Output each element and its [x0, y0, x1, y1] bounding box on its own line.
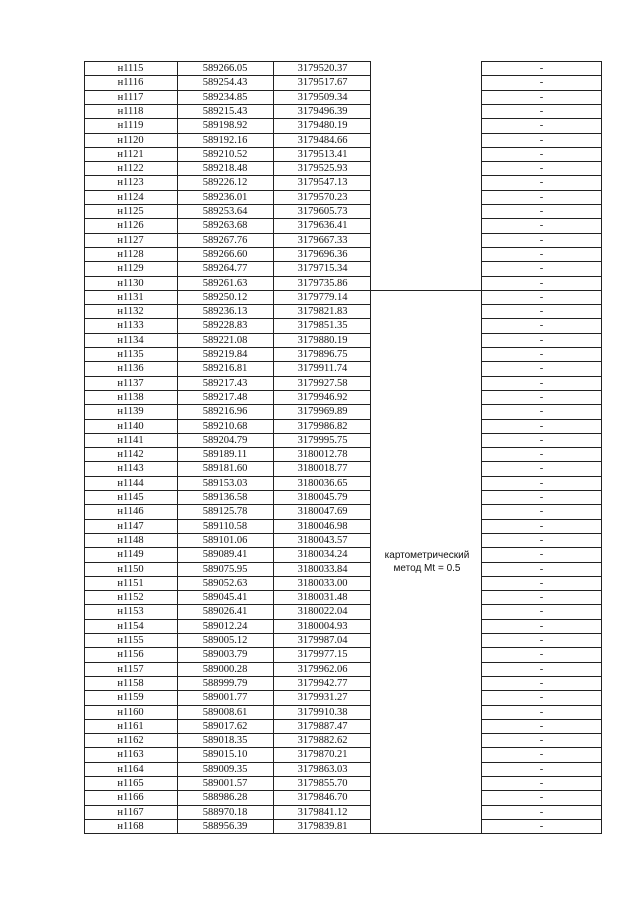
coord-x: 589136.58 [202, 492, 248, 503]
mark-cell: - [539, 721, 544, 732]
coord-y: 3179520.37 [297, 63, 348, 74]
table-row [84, 205, 601, 219]
table-row [84, 391, 601, 405]
coord-y: 3179995.75 [297, 435, 348, 446]
table-row [84, 319, 601, 333]
table-row [84, 91, 601, 105]
mark-cell: - [539, 592, 544, 603]
coord-y: 3179910.38 [297, 707, 348, 718]
coord-x: 589026.41 [202, 606, 248, 617]
method-line-2: метод Mt = 0.5 [393, 563, 461, 574]
point-id: н1137 [117, 378, 144, 389]
coord-y: 3180031.48 [297, 592, 348, 603]
coord-y: 3179605.73 [297, 206, 348, 217]
point-id: н1147 [117, 521, 144, 532]
point-id: н1136 [117, 363, 144, 374]
point-id: н1129 [117, 263, 144, 274]
point-id: н1165 [117, 778, 144, 789]
coord-x: 588956.39 [202, 821, 248, 832]
point-id: н1134 [117, 335, 144, 346]
coord-y: 3180018.77 [297, 463, 348, 474]
mark-cell: - [539, 606, 544, 617]
coord-x: 589000.28 [202, 664, 248, 675]
mark-cell: - [539, 635, 544, 646]
table-row [84, 191, 601, 205]
point-id: н1160 [117, 707, 144, 718]
point-id: н1132 [117, 306, 144, 317]
coord-x: 589250.12 [202, 292, 248, 303]
table-row [84, 591, 601, 605]
coord-x: 589017.62 [202, 721, 248, 732]
coord-y: 3179696.36 [297, 249, 348, 260]
coord-x: 589236.01 [202, 192, 248, 203]
table-row [84, 791, 601, 805]
coord-x: 589089.41 [202, 549, 248, 560]
table-row [84, 620, 601, 634]
table-row [84, 663, 601, 677]
coord-x: 588986.28 [202, 792, 248, 803]
coord-y: 3179513.41 [297, 149, 348, 160]
point-id: н1153 [117, 606, 144, 617]
point-id: н1156 [117, 649, 144, 660]
point-id: н1126 [117, 220, 144, 231]
coord-y: 3179496.39 [297, 106, 348, 117]
coord-y: 3179969.89 [297, 406, 348, 417]
table-row [84, 348, 601, 362]
mark-cell: - [539, 449, 544, 460]
coord-x: 589181.60 [202, 463, 248, 474]
coord-x: 589012.24 [202, 621, 248, 632]
coord-x: 589192.16 [202, 135, 248, 146]
point-id: н1125 [117, 206, 144, 217]
coord-y: 3179667.33 [297, 235, 348, 246]
coord-x: 589210.68 [202, 421, 248, 432]
mark-cell: - [539, 578, 544, 589]
mark-cell: - [539, 735, 544, 746]
coord-y: 3179931.27 [297, 692, 348, 703]
table-row [84, 763, 601, 777]
mark-cell: - [539, 120, 544, 131]
coord-y: 3179882.62 [297, 735, 348, 746]
mark-cell: - [539, 649, 544, 660]
point-id: н1146 [117, 506, 144, 517]
coord-y: 3179509.34 [297, 92, 348, 103]
coord-x: 589234.85 [202, 92, 248, 103]
mark-cell: - [539, 535, 544, 546]
mark-cell: - [539, 77, 544, 88]
coord-x: 589110.58 [202, 521, 248, 532]
table-row [84, 234, 601, 248]
point-id: н1130 [117, 278, 144, 289]
point-id: н1145 [117, 492, 144, 503]
table-row [84, 806, 601, 820]
coord-y: 3179484.66 [297, 135, 348, 146]
mark-cell: - [539, 135, 544, 146]
coord-x: 589008.61 [202, 707, 248, 718]
table-row [84, 76, 601, 90]
coord-x: 589015.10 [202, 749, 248, 760]
point-id: н1117 [117, 92, 144, 103]
point-id: н1142 [117, 449, 144, 460]
coord-y: 3180045.79 [297, 492, 348, 503]
table-row [84, 577, 601, 591]
point-id: н1115 [117, 63, 144, 74]
mark-cell: - [539, 807, 544, 818]
mark-cell: - [539, 335, 544, 346]
point-id: н1135 [117, 349, 144, 360]
mark-cell: - [539, 163, 544, 174]
point-id: н1124 [117, 192, 144, 203]
coord-y: 3179942.77 [297, 678, 348, 689]
coord-x: 589101.06 [202, 535, 248, 546]
coord-x: 589075.95 [202, 564, 248, 575]
point-id: н1116 [117, 77, 144, 88]
table-row [84, 634, 601, 648]
coord-x: 589125.78 [202, 506, 248, 517]
coord-x: 589217.43 [202, 378, 248, 389]
coord-x: 589005.12 [202, 635, 248, 646]
coord-y: 3179715.34 [297, 263, 348, 274]
point-id: н1127 [117, 235, 144, 246]
mark-cell: - [539, 249, 544, 260]
table-row [84, 176, 601, 190]
coord-y: 3180036.65 [297, 478, 348, 489]
coord-y: 3179846.70 [297, 792, 348, 803]
coord-x: 589045.41 [202, 592, 248, 603]
mark-cell: - [539, 306, 544, 317]
mark-cell: - [539, 463, 544, 474]
coord-y: 3179946.92 [297, 392, 348, 403]
mark-cell: - [539, 778, 544, 789]
mark-cell: - [539, 506, 544, 517]
mark-cell: - [539, 792, 544, 803]
table-row [84, 563, 601, 577]
table-row [84, 820, 601, 834]
table-row [84, 277, 601, 291]
coord-x: 589226.12 [202, 177, 248, 188]
point-id: н1140 [117, 421, 144, 432]
coord-x: 589236.13 [202, 306, 248, 317]
point-id: н1159 [117, 692, 144, 703]
table-row [84, 677, 601, 691]
point-id: н1138 [117, 392, 144, 403]
coord-x: 589009.35 [202, 764, 248, 775]
table-row [84, 691, 601, 705]
point-id: н1164 [117, 764, 144, 775]
mark-cell: - [539, 707, 544, 718]
coord-x: 589001.77 [202, 692, 248, 703]
mark-cell: - [539, 692, 544, 703]
mark-cell: - [539, 220, 544, 231]
table-row [84, 291, 601, 305]
point-id: н1144 [117, 478, 144, 489]
table-row [84, 462, 601, 476]
table-row [84, 477, 601, 491]
table-row [84, 448, 601, 462]
table-row [84, 706, 601, 720]
mark-cell: - [539, 263, 544, 274]
coord-y: 3179987.04 [297, 635, 348, 646]
coord-y: 3179517.67 [297, 77, 348, 88]
method-line-1: картометрический [384, 550, 470, 561]
coord-y: 3179880.19 [297, 335, 348, 346]
coord-y: 3180012.78 [297, 449, 348, 460]
coord-y: 3180047.69 [297, 506, 348, 517]
mark-cell: - [539, 521, 544, 532]
point-id: н1123 [117, 177, 144, 188]
coord-y: 3179927.58 [297, 378, 348, 389]
coord-y: 3180033.00 [297, 578, 348, 589]
mark-cell: - [539, 92, 544, 103]
coord-x: 589253.64 [202, 206, 248, 217]
coord-y: 3179480.19 [297, 120, 348, 131]
point-id: н1154 [117, 621, 144, 632]
coord-y: 3180043.57 [297, 535, 348, 546]
point-id: н1148 [117, 535, 144, 546]
point-id: н1151 [117, 578, 144, 589]
point-id: н1141 [117, 435, 144, 446]
coord-y: 3179855.70 [297, 778, 348, 789]
mark-cell: - [539, 621, 544, 632]
point-id: н1163 [117, 749, 144, 760]
mark-cell: - [539, 564, 544, 575]
coord-y: 3179962.06 [297, 664, 348, 675]
table-row [84, 548, 601, 562]
coord-y: 3179863.03 [297, 764, 348, 775]
mark-cell: - [539, 206, 544, 217]
coord-x: 588999.79 [202, 678, 248, 689]
coord-x: 589215.43 [202, 106, 248, 117]
coord-x: 589261.63 [202, 278, 248, 289]
table-row [84, 405, 601, 419]
coord-y: 3180046.98 [297, 521, 348, 532]
mark-cell: - [539, 235, 544, 246]
coord-x: 589052.63 [202, 578, 248, 589]
coord-y: 3180033.84 [297, 564, 348, 575]
point-id: н1120 [117, 135, 144, 146]
mark-cell: - [539, 678, 544, 689]
table-row [84, 305, 601, 319]
coord-x: 589264.77 [202, 263, 248, 274]
point-id: н1118 [117, 106, 144, 117]
table-row [84, 534, 601, 548]
point-id: н1133 [117, 320, 144, 331]
table-row [84, 262, 601, 276]
coord-x: 589228.83 [202, 320, 248, 331]
coord-x: 589219.84 [202, 349, 248, 360]
coord-y: 3179841.12 [297, 807, 348, 818]
mark-cell: - [539, 63, 544, 74]
point-id: н1158 [117, 678, 144, 689]
table-row [84, 520, 601, 534]
coord-x: 589217.48 [202, 392, 248, 403]
coord-y: 3179911.74 [297, 363, 348, 374]
point-id: н1150 [117, 564, 144, 575]
coord-y: 3179821.83 [297, 306, 348, 317]
coord-y: 3179525.93 [297, 163, 348, 174]
table-row [84, 434, 601, 448]
table-row [84, 119, 601, 133]
point-id: н1128 [117, 249, 144, 260]
mark-cell: - [539, 435, 544, 446]
coord-y: 3179887.47 [297, 721, 348, 732]
table-row [84, 105, 601, 119]
table-row [84, 648, 601, 662]
table-row [84, 334, 601, 348]
table-row [84, 162, 601, 176]
coord-x: 589254.43 [202, 77, 248, 88]
coord-y: 3179977.15 [297, 649, 348, 660]
mark-cell: - [539, 478, 544, 489]
mark-cell: - [539, 278, 544, 289]
table-row [84, 491, 601, 505]
table-row [84, 134, 601, 148]
point-id: н1139 [117, 406, 144, 417]
coord-x: 589003.79 [202, 649, 248, 660]
coord-x: 589204.79 [202, 435, 248, 446]
coord-x: 589263.68 [202, 220, 248, 231]
coord-x: 589153.03 [202, 478, 248, 489]
coord-x: 589018.35 [202, 735, 248, 746]
point-id: н1161 [117, 721, 144, 732]
coord-y: 3179851.35 [297, 320, 348, 331]
coord-y: 3179870.21 [297, 749, 348, 760]
coord-y: 3179570.23 [297, 192, 348, 203]
table-row [84, 605, 601, 619]
coord-y: 3179547.13 [297, 177, 348, 188]
table-row [84, 377, 601, 391]
coord-x: 589267.76 [202, 235, 248, 246]
table-row [84, 148, 601, 162]
coord-x: 589210.52 [202, 149, 248, 160]
coord-x: 588970.18 [202, 807, 248, 818]
mark-cell: - [539, 363, 544, 374]
table-row [84, 734, 601, 748]
table-row [84, 777, 601, 791]
column-border-5 [601, 61, 602, 834]
mark-cell: - [539, 492, 544, 503]
coord-x: 589218.48 [202, 163, 248, 174]
point-id: н1162 [117, 735, 144, 746]
mark-cell: - [539, 149, 544, 160]
point-id: н1121 [117, 149, 144, 160]
mark-cell: - [539, 378, 544, 389]
mark-cell: - [539, 292, 544, 303]
coord-y: 3179636.41 [297, 220, 348, 231]
table-row [84, 362, 601, 376]
mark-cell: - [539, 106, 544, 117]
coord-x: 589216.96 [202, 406, 248, 417]
mark-cell: - [539, 392, 544, 403]
coord-y: 3179735.86 [297, 278, 348, 289]
coord-y: 3179896.75 [297, 349, 348, 360]
coord-x: 589189.11 [202, 449, 248, 460]
mark-cell: - [539, 320, 544, 331]
point-id: н1122 [117, 163, 144, 174]
coord-y: 3180034.24 [297, 549, 348, 560]
table-row [84, 219, 601, 233]
coord-y: 3180022.04 [297, 606, 348, 617]
table-row [84, 420, 601, 434]
point-id: н1157 [117, 664, 144, 675]
table-row [84, 505, 601, 519]
mark-cell: - [539, 192, 544, 203]
point-id: н1131 [117, 292, 144, 303]
coord-x: 589221.08 [202, 335, 248, 346]
coord-x: 589266.05 [202, 63, 248, 74]
point-id: н1155 [117, 635, 144, 646]
mark-cell: - [539, 177, 544, 188]
point-id: н1143 [117, 463, 144, 474]
method-cell [372, 549, 482, 575]
coord-x: 589216.81 [202, 363, 248, 374]
point-id: н1152 [117, 592, 144, 603]
mark-cell: - [539, 349, 544, 360]
coord-y: 3179986.82 [297, 421, 348, 432]
mark-cell: - [539, 406, 544, 417]
mark-cell: - [539, 764, 544, 775]
coord-x: 589001.57 [202, 778, 248, 789]
mark-cell: - [539, 664, 544, 675]
point-id: н1119 [117, 120, 144, 131]
coord-x: 589266.60 [202, 249, 248, 260]
table-row [84, 720, 601, 734]
coord-y: 3179839.81 [297, 821, 348, 832]
point-id: н1149 [117, 549, 144, 560]
mark-cell: - [539, 549, 544, 560]
mark-cell: - [539, 749, 544, 760]
coord-y: 3180004.93 [297, 621, 348, 632]
point-id: н1167 [117, 807, 144, 818]
mark-cell: - [539, 421, 544, 432]
mark-cell: - [539, 821, 544, 832]
coord-y: 3179779.14 [297, 292, 348, 303]
point-id: н1166 [117, 792, 144, 803]
coord-x: 589198.92 [202, 120, 248, 131]
point-id: н1168 [117, 821, 144, 832]
table-row [84, 248, 601, 262]
table-row [84, 748, 601, 762]
table-row [84, 62, 601, 76]
